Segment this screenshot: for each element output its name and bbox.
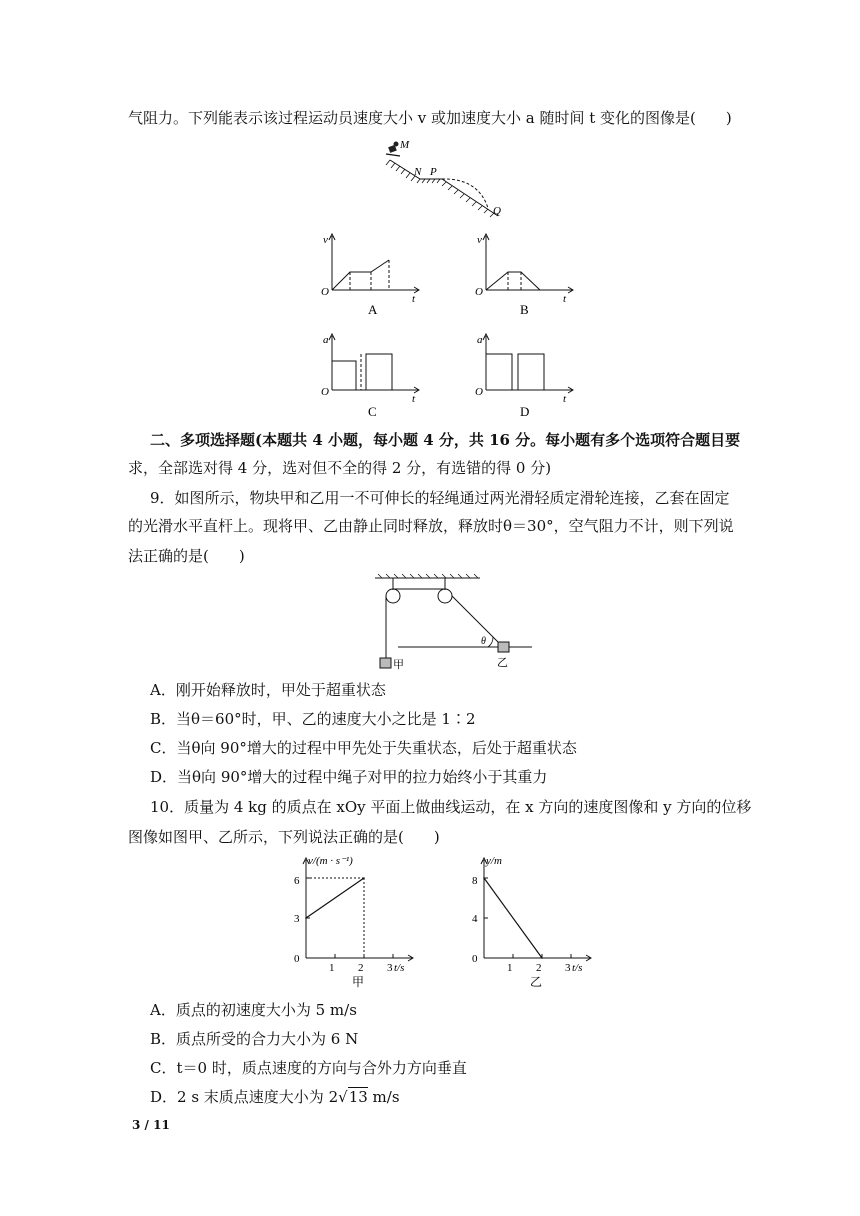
ski-slope-figure — [380, 138, 510, 228]
axis-x-label: t — [412, 293, 416, 305]
q8-stem-line: 气阻力。下列能表示该过程运动员速度大小 v 或加速度大小 a 随时间 t 变化的图像是( ) — [128, 109, 732, 127]
q10-option-b: B．质点所受的合力大小为 6 N — [150, 1030, 359, 1048]
q10-option-d-text: D．2 s 末质点速度大小为 2 — [150, 1088, 339, 1106]
series-line — [484, 878, 542, 958]
axis-x-label: t — [563, 293, 567, 305]
section2-title: 二、多项选择题(本题共 4 小题，每小题 4 分，共 16 分。每小题有多个选项符合题目要 — [150, 431, 741, 449]
origin-label: O — [475, 286, 483, 298]
q9-stem-line-1: 9．如图所示，物块甲和乙用一不可伸长的轻绳通过两光滑轻质定滑轮连接，乙套在固定 — [150, 489, 730, 507]
x-axis-label: t/s — [572, 962, 583, 974]
origin-label: O — [475, 386, 483, 398]
label-N: N — [414, 166, 422, 178]
q9-option-b: B．当θ＝60°时，甲、乙的速度大小之比是 1∶2 — [150, 710, 476, 728]
label-jia: 甲 — [393, 659, 404, 671]
q10-option-d-unit: m/s — [367, 1088, 400, 1106]
sqrt-sign: √ — [338, 1088, 348, 1106]
option-label: B — [520, 302, 529, 317]
y-tick-label: 6 — [294, 875, 300, 887]
x-tick-label: 3 — [565, 962, 571, 974]
y-axis-label: v/(m · s⁻¹) — [308, 855, 353, 867]
q9-option-a: A．刚开始释放时，甲处于超重状态 — [150, 681, 386, 699]
option-label: A — [368, 302, 378, 317]
data-point — [305, 917, 307, 919]
label-P: P — [430, 166, 437, 178]
axis-x-label: t — [563, 393, 567, 405]
option-label: D — [520, 404, 530, 419]
axis-y-label: a — [323, 334, 329, 346]
graph-yi — [460, 852, 600, 992]
q9-stem-line-3: 法正确的是( ) — [128, 547, 245, 565]
label-Q: Q — [493, 205, 501, 217]
y-axis-label: y/m — [486, 855, 502, 867]
series-line — [306, 878, 364, 918]
option-graph-a — [318, 230, 428, 320]
data-point — [483, 877, 485, 879]
x-tick-label: 2 — [358, 962, 364, 974]
q10-option-a: A．质点的初速度大小为 5 m/s — [150, 1001, 357, 1019]
y-tick-label: 4 — [472, 913, 478, 925]
y-tick-label: 0 — [472, 953, 478, 965]
graph-jia — [282, 852, 422, 992]
q10-option-d — [150, 1087, 400, 1107]
block-jia — [380, 658, 391, 668]
chart-caption: 甲 — [352, 975, 365, 989]
q10-option-c: C．t＝0 时，质点速度的方向与合外力方向垂直 — [150, 1059, 467, 1077]
axis-y-label: v — [477, 234, 482, 246]
x-tick-label: 1 — [507, 962, 513, 974]
y-tick-label: 3 — [294, 913, 300, 925]
q10-stem-line-1: 10．质量为 4 kg 的质点在 xOy 平面上做曲线运动，在 x 方向的速度图像和 y 方向的位移 — [150, 798, 752, 816]
page-number: 3 / 11 — [132, 1118, 170, 1132]
origin-label: O — [321, 286, 329, 298]
q9-option-c: C．当θ向 90°增大的过程中甲先处于失重状态，后处于超重状态 — [150, 739, 577, 757]
q10-stem-line-2: 图像如图甲、乙所示，下列说法正确的是( ) — [128, 828, 440, 846]
skier-icon — [386, 142, 400, 157]
axis-y-label: v — [323, 234, 328, 246]
section2-heading — [150, 430, 740, 450]
axis-y-label: a — [477, 334, 483, 346]
x-tick-label: 1 — [329, 962, 335, 974]
block-yi — [498, 642, 509, 652]
label-yi: 乙 — [497, 657, 508, 669]
x-tick-label: 3 — [387, 962, 393, 974]
pulley-right-icon — [438, 589, 452, 603]
option-label: C — [368, 404, 377, 419]
q9-stem-line-2: 的光滑水平直杆上。现将甲、乙由静止同时释放，释放时θ＝30°，空气阻力不计，则下列说 — [128, 517, 734, 535]
label-theta: θ — [481, 636, 486, 647]
option-graph-c — [318, 330, 428, 422]
x-tick-label: 2 — [536, 962, 542, 974]
origin-label: O — [321, 386, 329, 398]
pulley-left-icon — [386, 589, 400, 603]
sqrt-radicand: 13 — [348, 1088, 368, 1106]
option-graph-d — [472, 330, 582, 422]
y-tick-label: 8 — [472, 875, 478, 887]
q9-option-d: D．当θ向 90°增大的过程中绳子对甲的拉力始终小于其重力 — [150, 768, 548, 786]
axis-x-label: t — [412, 393, 416, 405]
x-axis-label: t/s — [394, 962, 405, 974]
pulley-figure — [370, 570, 540, 674]
option-graph-b — [472, 230, 582, 320]
data-point — [541, 957, 543, 959]
section2-rule-line: 求，全部选对得 4 分，选对但不全的得 2 分，有选错的得 0 分) — [128, 459, 552, 477]
chart-caption: 乙 — [530, 975, 543, 989]
label-M: M — [400, 139, 410, 151]
y-tick-label: 0 — [294, 953, 300, 965]
